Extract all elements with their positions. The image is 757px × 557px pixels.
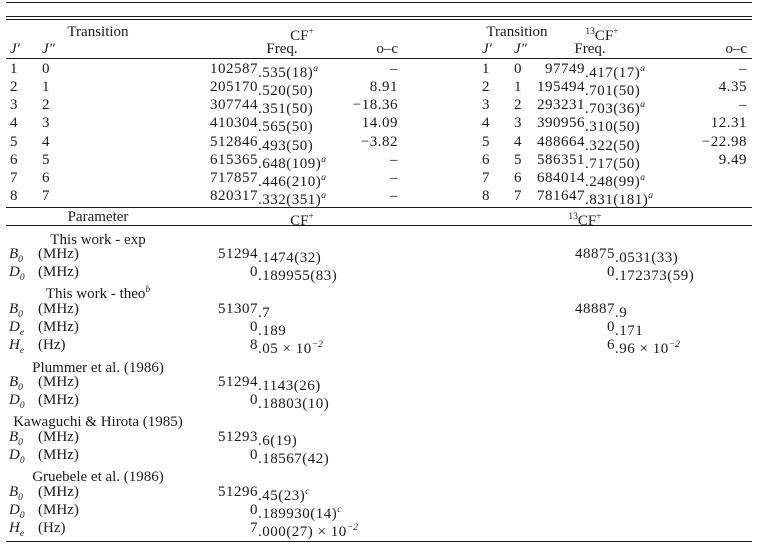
jdoubleprime-value-right: 7 — [514, 188, 522, 205]
section-label: This work - exp — [50, 231, 146, 248]
jprime-value-left: 1 — [10, 60, 18, 77]
cf-freq-int: 410304 — [210, 115, 258, 132]
parameter-symbol: $D_0$ — [9, 392, 25, 412]
transition-header-left: Transition — [67, 23, 129, 40]
top-border-rule — [6, 2, 752, 3]
cf-param-int: 8 — [250, 337, 258, 354]
cf-freq-frac: .520(50) — [258, 82, 314, 99]
cf-oc-value: – — [390, 188, 398, 205]
transition-table-body — [0, 60, 757, 209]
jdoubleprime-value-left: 4 — [42, 133, 50, 150]
cf-parameter-column-header: CF+ — [290, 212, 314, 229]
cf-param-frac: .189955(83) — [258, 268, 338, 285]
jdoubleprime-value-left: 3 — [42, 115, 50, 132]
cf-oc-value: 8.91 — [369, 78, 398, 95]
cf-param-frac: .189 — [258, 322, 287, 339]
cf-param-frac: .18803(10) — [258, 396, 330, 413]
jdoubleprime-value-left: 2 — [42, 97, 50, 113]
parameter-header: Parameter — [67, 209, 129, 225]
c13f-freq-int: 586351 — [537, 151, 585, 168]
c13f-freq-frac: $.417(17)^a$ — [585, 63, 645, 81]
jdoubleprime-value-left: 7 — [42, 188, 50, 205]
c13f-oc-value: – — [739, 60, 747, 77]
parameter-row — [0, 245, 757, 266]
cf-freq-frac: .565(50) — [258, 119, 314, 136]
parameter-row — [0, 300, 757, 321]
c13f-param-frac: .0531(33) — [615, 249, 679, 266]
jdoubleprime-header-left: J″ — [42, 41, 55, 57]
transition-row — [0, 169, 757, 190]
parameter-symbol: $H_e$ — [9, 337, 25, 357]
jprime-value-right: 8 — [482, 188, 490, 205]
c13f-param-int: 0 — [607, 318, 615, 335]
oc-header-left: o–c — [376, 41, 398, 57]
jdoubleprime-value-right: 0 — [514, 60, 522, 77]
c13f-param-frac: $.96 \times 10^{-2}$ — [615, 340, 680, 358]
parameter-unit: (MHz) — [38, 447, 79, 464]
freq-header-right: Freq. — [574, 41, 606, 57]
jdoubleprime-value-right: 1 — [514, 78, 522, 95]
parameter-symbol: $D_0$ — [9, 501, 25, 521]
section-label: Plummer et al. (1986) — [32, 359, 164, 376]
c13f-column-header: $^{13}$CF+ — [585, 26, 619, 44]
transition-header-right: Transition — [486, 23, 548, 40]
parameter-row — [0, 464, 757, 486]
jprime-value-left: 8 — [10, 188, 18, 205]
c13f-param-int: 48887 — [575, 300, 615, 317]
parameter-row — [0, 318, 757, 339]
c13f-freq-frac: $.703(36)^a$ — [585, 100, 645, 117]
transition-group-header-row — [0, 23, 757, 44]
cf-oc-value: – — [390, 170, 398, 186]
jdoubleprime-value-right: 4 — [514, 133, 522, 150]
cf-freq-int: 205170 — [210, 78, 258, 95]
parameter-row — [0, 263, 757, 285]
parameter-unit: (Hz) — [38, 520, 66, 537]
cf-freq-int: 820317 — [210, 188, 258, 205]
c13f-param-frac: .9 — [615, 304, 628, 321]
parameter-row — [0, 501, 757, 522]
cf-freq-int: 717857 — [210, 170, 258, 186]
jprime-header-left: J′ — [10, 41, 20, 57]
jdoubleprime-value-left: 5 — [42, 151, 50, 168]
cf-param-int: 0 — [250, 392, 258, 409]
parameter-symbol: $B_0$ — [9, 428, 23, 448]
parameter-unit: (MHz) — [38, 483, 79, 500]
c13f-param-int: 0 — [607, 264, 615, 281]
parameter-unit: (MHz) — [38, 318, 79, 335]
transition-row — [0, 133, 757, 154]
parameter-symbol: $H_e$ — [9, 520, 25, 540]
jdoubleprime-header-right: J″ — [514, 41, 527, 57]
parameter-row — [0, 409, 757, 431]
cf-freq-int: 512846 — [210, 133, 258, 150]
jprime-value-right: 4 — [482, 115, 490, 132]
jdoubleprime-value-right: 6 — [514, 170, 522, 186]
cf-param-int: 7 — [250, 520, 258, 537]
jprime-value-left: 3 — [10, 97, 18, 113]
cf-freq-frac: .351(50) — [258, 101, 314, 117]
transition-row — [0, 151, 757, 172]
c13f-freq-int: 293231 — [537, 97, 585, 113]
parameter-symbol: $D_e$ — [9, 318, 25, 338]
parameter-unit: (MHz) — [38, 501, 79, 518]
c13f-freq-int: 781647 — [537, 188, 585, 205]
section-label: Gruebele et al. (1986) — [32, 469, 164, 486]
section-label: This work - theo$^b$ — [45, 285, 151, 303]
c13f-freq-frac: $.831(181)^a$ — [585, 191, 653, 209]
jprime-value-left: 7 — [10, 170, 18, 186]
parameter-unit: (MHz) — [38, 245, 79, 262]
cf-param-frac: $.189930(14)^c$ — [258, 504, 342, 522]
parameter-row — [0, 519, 757, 541]
jprime-value-left: 6 — [10, 151, 18, 168]
c13f-oc-value: 9.49 — [718, 151, 747, 168]
parameter-symbol: $D_0$ — [9, 264, 25, 284]
jdoubleprime-value-right: 3 — [514, 115, 522, 132]
c13f-param-int: 6 — [607, 337, 615, 354]
cf-param-frac: $.05 \times 10^{-2}$ — [258, 340, 323, 358]
transition-row — [0, 96, 757, 117]
parameter-row — [0, 281, 757, 303]
jprime-value-right: 7 — [482, 170, 490, 186]
c13f-oc-value: −22.98 — [701, 133, 747, 150]
section-label: Kawaguchi & Hirota (1985) — [13, 414, 183, 431]
parameter-row — [0, 483, 757, 504]
c13f-freq-int: 684014 — [537, 170, 585, 186]
parameter-unit: (MHz) — [38, 300, 79, 317]
c13f-freq-frac: .322(50) — [585, 137, 641, 154]
jprime-header-right: J′ — [482, 41, 492, 57]
parameter-symbol: $B_0$ — [9, 483, 23, 503]
jprime-value-right: 2 — [482, 78, 490, 95]
c13f-freq-int: 195494 — [537, 78, 585, 95]
transition-row — [0, 187, 757, 209]
cf-param-int: 0 — [250, 501, 258, 518]
jprime-value-right: 6 — [482, 151, 490, 168]
toprule-upper — [6, 16, 752, 17]
jprime-value-right: 5 — [482, 133, 490, 150]
cf-freq-frac: $.535(18)^a$ — [258, 63, 318, 81]
toprule-lower — [6, 19, 752, 20]
parameter-unit: (MHz) — [38, 392, 79, 409]
cf-param-int: 0 — [250, 447, 258, 464]
jdoubleprime-value-left: 1 — [42, 78, 50, 95]
transition-row — [0, 60, 757, 81]
parameter-row — [0, 336, 757, 358]
c13f-parameter-column-header: $^{13}$CF+ — [568, 212, 602, 229]
jdoubleprime-value-right: 2 — [514, 97, 522, 113]
cf-param-frac: .18567(42) — [258, 451, 330, 468]
cf-oc-value: – — [390, 60, 398, 77]
parameter-row — [0, 355, 757, 376]
parameter-symbol: $B_0$ — [9, 245, 23, 265]
parameter-row — [0, 428, 757, 449]
c13f-freq-frac: .310(50) — [585, 119, 641, 136]
cf-param-frac: $.45(23)^c$ — [258, 486, 310, 504]
cf-oc-value: – — [390, 151, 398, 168]
cf-param-frac: .7 — [258, 304, 271, 321]
cf-column-header: CF+ — [290, 26, 314, 44]
cf-oc-value: −18.36 — [352, 97, 398, 113]
jprime-value-right: 3 — [482, 97, 490, 113]
cf-param-int: 0 — [250, 264, 258, 281]
jdoubleprime-value-right: 5 — [514, 151, 522, 168]
jdoubleprime-value-left: 0 — [42, 60, 50, 77]
cf-freq-frac: .493(50) — [258, 137, 314, 154]
cf-freq-frac: $.648(109)^a$ — [258, 154, 326, 172]
c13f-freq-int: 97749 — [545, 60, 585, 77]
cf-param-int: 51293 — [218, 428, 258, 445]
cf-freq-int: 307744 — [210, 97, 258, 113]
parameter-row — [0, 391, 757, 413]
parameter-symbol: $D_0$ — [9, 447, 25, 467]
jprime-value-left: 5 — [10, 133, 18, 150]
parameter-header-row — [0, 208, 757, 229]
parameter-row — [0, 446, 757, 468]
c13f-freq-int: 488664 — [537, 133, 585, 150]
cf-param-frac: .1474(32) — [258, 249, 322, 266]
transition-row — [0, 78, 757, 99]
c13f-param-frac: .172373(59) — [615, 268, 695, 285]
cf-oc-value: −3.82 — [360, 133, 398, 150]
c13f-freq-frac: .701(50) — [585, 82, 641, 99]
cf-param-frac: .1143(26) — [258, 377, 321, 394]
cf-param-frac: $.000(27) \times 10^{-2}$ — [258, 523, 358, 541]
parameter-unit: (MHz) — [38, 428, 79, 445]
jprime-value-left: 4 — [10, 115, 18, 132]
c13f-oc-value: – — [739, 97, 747, 113]
c13f-oc-value: 12.31 — [710, 115, 747, 132]
parameter-row — [0, 373, 757, 394]
parameter-row — [0, 227, 757, 248]
cf-freq-frac: $.446(210)^a$ — [258, 173, 326, 190]
parameter-unit: (MHz) — [38, 373, 79, 390]
cf-freq-int: 102587 — [210, 60, 258, 77]
jdoubleprime-value-left: 6 — [42, 170, 50, 186]
c13f-freq-frac: $.248(99)^a$ — [585, 173, 645, 190]
transition-row — [0, 114, 757, 136]
c13f-oc-value: 4.35 — [718, 78, 747, 95]
parameter-symbol: $B_0$ — [9, 373, 23, 393]
transition-subheader-row — [0, 40, 757, 58]
cf-param-int: 51307 — [218, 300, 258, 317]
cf-param-int: 51294 — [218, 245, 258, 262]
jprime-value-left: 2 — [10, 78, 18, 95]
oc-header-right: o–c — [725, 41, 747, 57]
cf-param-int: 51294 — [218, 373, 258, 390]
c13f-param-frac: .171 — [615, 322, 644, 339]
cf-param-frac: .6(19) — [258, 432, 298, 449]
cf-oc-value: 14.09 — [361, 115, 398, 132]
parameter-unit: (Hz) — [38, 337, 66, 354]
freq-header-left: Freq. — [266, 41, 298, 57]
cf-freq-frac: $.332(351)^a$ — [258, 191, 326, 209]
cf-freq-int: 615365 — [210, 151, 258, 168]
cf-param-int: 0 — [250, 318, 258, 335]
c13f-param-int: 48875 — [575, 245, 615, 262]
cf-param-int: 51296 — [218, 483, 258, 500]
c13f-freq-frac: .717(50) — [585, 155, 641, 172]
jprime-value-right: 1 — [482, 60, 490, 77]
parameter-unit: (MHz) — [38, 264, 79, 281]
c13f-freq-int: 390956 — [537, 115, 585, 132]
parameter-symbol: $B_0$ — [9, 300, 23, 320]
parameter-table-body — [0, 227, 757, 541]
